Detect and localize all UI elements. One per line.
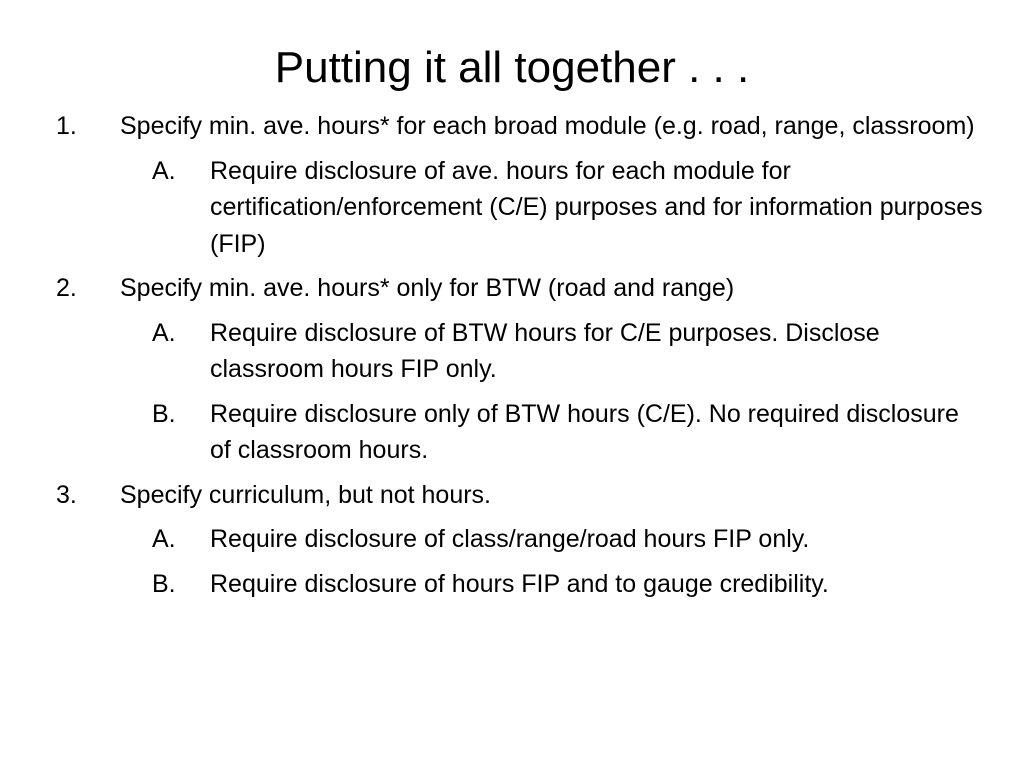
sub-item-3a [152, 521, 986, 558]
sub-item-2a [152, 315, 986, 388]
sub-item-text: Require disclosure of class/range/road hours FIP only. [210, 525, 810, 553]
item-text: Specify min. ave. hours* for each broad module (e.g. road, range, classroom) [120, 112, 975, 140]
slide-title: Putting it all together . . . [274, 43, 750, 92]
sub-item-text: Require disclosure of BTW hours for C/E purposes. Disclose classroom hours FIP only. [210, 318, 880, 383]
sub-item-letter: B. [152, 569, 176, 598]
item-number: 1. [56, 112, 77, 140]
item-number: 3. [56, 480, 77, 509]
list-item-2 [56, 270, 986, 307]
sub-item-1a [152, 153, 986, 263]
sub-item-3b [152, 566, 986, 603]
sub-item-text: Require disclosure only of BTW hours (C/E). No required disclosure of classroom hours. [210, 399, 959, 464]
sub-item-text: Require disclosure of hours FIP and to gauge credibility. [210, 569, 829, 598]
sub-item-letter: A. [152, 156, 176, 185]
sub-item-text: Require disclosure of ave. hours for each module for certification/enforcement (C/E) purposes and for information purposes (FIP) [210, 156, 983, 258]
item-text: Specify min. ave. hours* only for BTW (road and range) [120, 274, 735, 302]
outline-list [56, 108, 986, 610]
list-item-3 [56, 477, 986, 514]
item-text: Specify curriculum, but not hours. [120, 480, 491, 509]
item-number: 2. [56, 274, 77, 302]
sub-item-2b [152, 396, 986, 469]
sub-item-letter: B. [152, 399, 176, 428]
sub-item-letter: A. [152, 318, 176, 347]
list-item-1 [56, 108, 986, 145]
sub-item-letter: A. [152, 525, 176, 553]
